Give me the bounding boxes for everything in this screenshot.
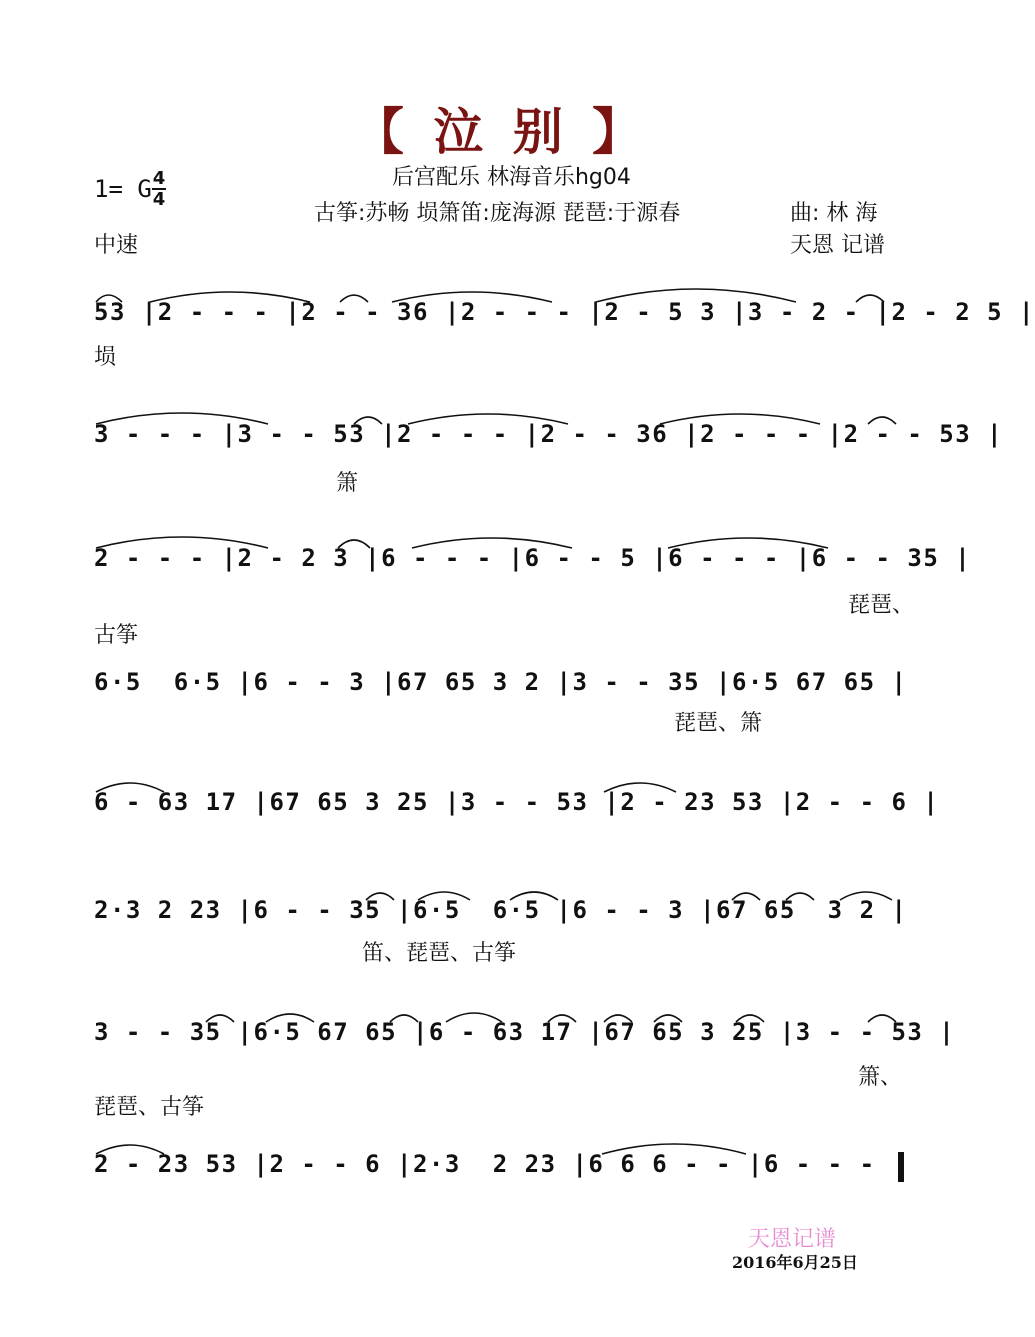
instrument-label: 琵琶、箫 — [674, 711, 763, 736]
instrument-label: 箫 — [336, 471, 359, 496]
key-signature: 1= G — [94, 175, 152, 203]
notation-row-1: 53 |2 - - - |2 - - 36 |2 - - - |2 - 5 3 |3 - 2 - |2 - 2 5 | — [94, 298, 1035, 326]
instrument-label: 琵琶、 — [848, 593, 915, 618]
instrument-label: 笛、琵琶、古筝 — [362, 941, 517, 966]
time-top: 4 — [152, 168, 166, 189]
composer: 曲: 林 海 — [790, 201, 878, 226]
notation-row-6: 2·3 2 23 |6 - - 35 |6·5 6·5 |6 - - 3 |67 65 3 2 | — [94, 896, 908, 924]
final-barline — [898, 1152, 904, 1182]
time-bottom: 4 — [152, 189, 166, 210]
subtitle: 后宫配乐 林海音乐hg04 — [392, 165, 631, 190]
time-signature — [152, 170, 166, 208]
notation-row-8: 2 - 23 53 |2 - - 6 |2·3 2 23 |6 6 6 - - |6 - - - — [94, 1150, 892, 1178]
instrument-label: 箫、 — [858, 1065, 903, 1090]
instrument-label: 古筝 — [94, 623, 139, 648]
notation-row-4: 6·5 6·5 |6 - - 3 |67 65 3 2 |3 - - 35 |6·5 67 65 | — [94, 668, 908, 696]
notation-row-7: 3 - - 35 |6·5 67 65 |6 - 63 17 |67 65 3 25 |3 - - 53 | — [94, 1018, 956, 1046]
instrument-label: 埙 — [94, 345, 117, 370]
date: 2016年6月25日 — [732, 1253, 858, 1272]
instrument-label: 琵琶、古筝 — [94, 1095, 205, 1120]
transcriber: 天恩 记谱 — [790, 233, 885, 258]
notation-row-2: 3 - - - |3 - - 53 |2 - - - |2 - - 36 |2 - - - |2 - - 53 | — [94, 420, 1004, 448]
song-title: 【 泣 别 】 — [353, 103, 649, 161]
notation-row-3: 2 - - - |2 - 2 3 |6 - - - |6 - - 5 |6 - - - |6 - - 35 | — [94, 544, 972, 572]
performer-credits: 古筝:苏畅 埙箫笛:庞海源 琵琶:于源春 — [314, 201, 681, 226]
tempo-marking: 中速 — [94, 233, 139, 258]
notation-row-5: 6 - 63 17 |67 65 3 25 |3 - - 53 |2 - 23 53 |2 - - 6 | — [94, 788, 940, 816]
watermark: 天恩记谱 — [748, 1227, 837, 1252]
